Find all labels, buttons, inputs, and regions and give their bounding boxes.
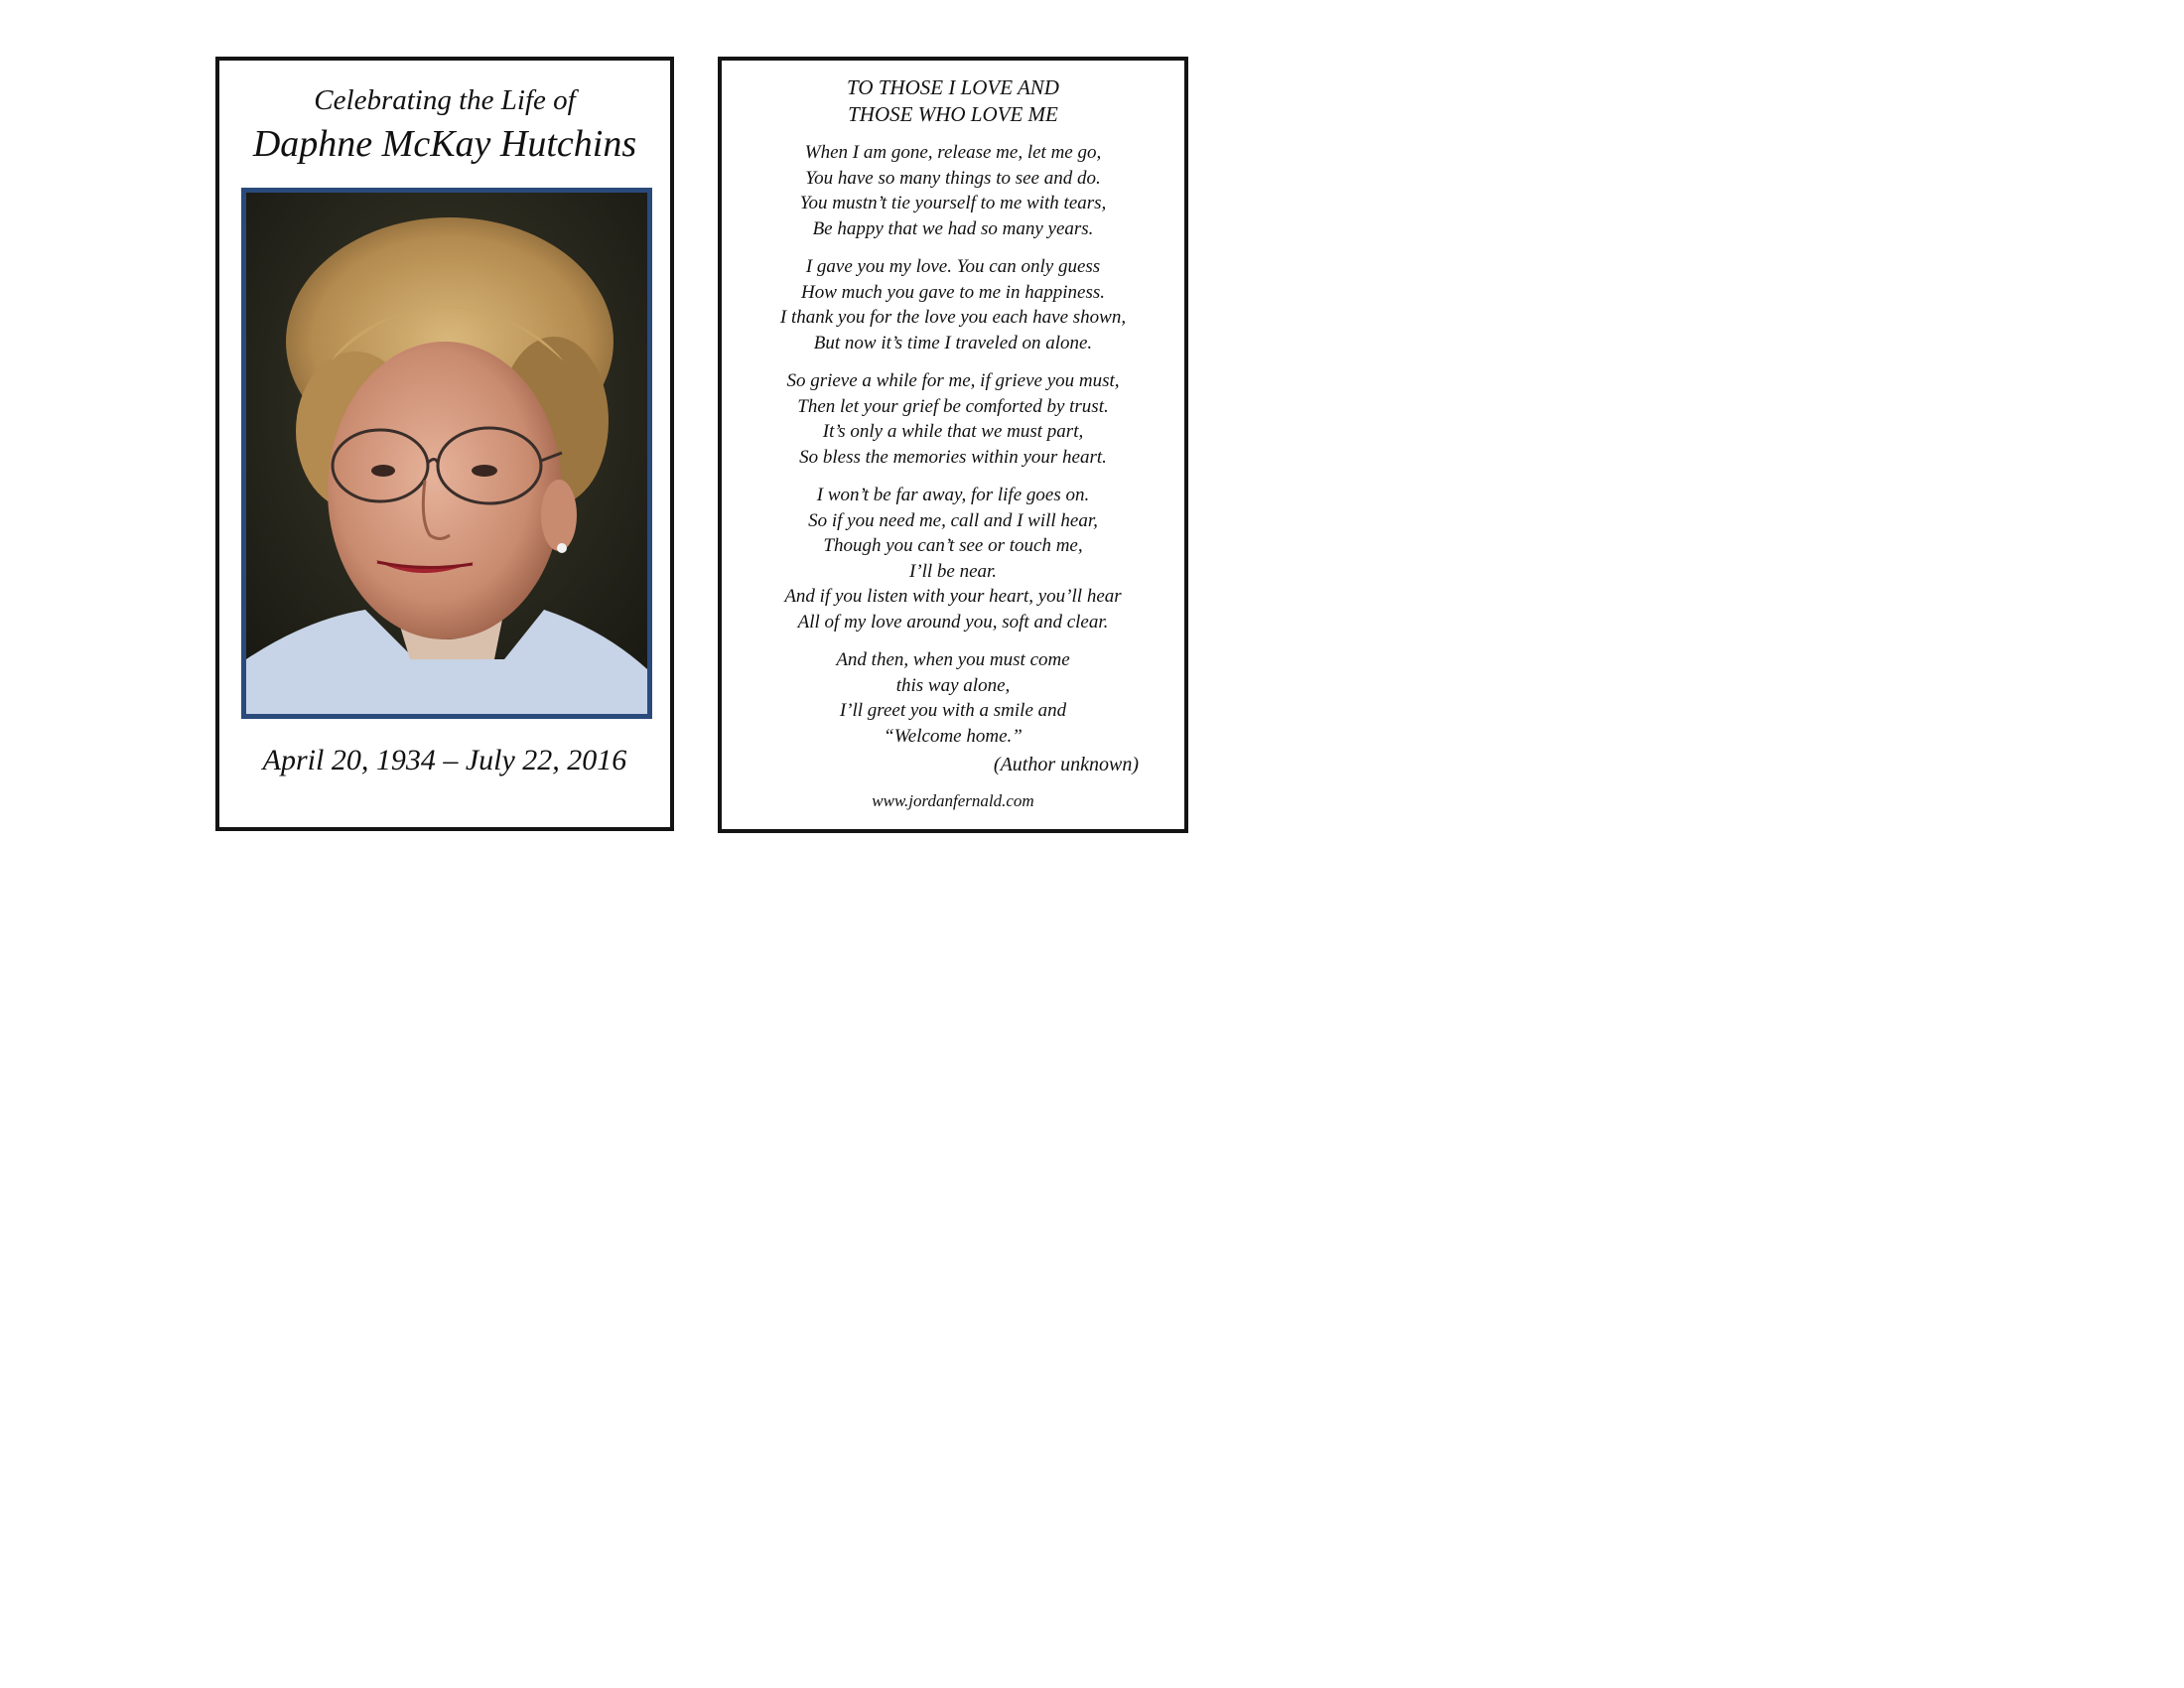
intro-text: Celebrating the Life of — [314, 84, 576, 116]
poem-line: I thank you for the love you each have shown, — [779, 307, 1127, 328]
poem-title — [722, 74, 1184, 128]
poem-line: I’ll be near. — [908, 560, 998, 582]
deceased-name: Daphne McKay Hutchins — [252, 123, 637, 165]
poem-stanza-3 — [722, 368, 1184, 470]
poem-stanza-4 — [722, 483, 1184, 634]
poem-line: I gave you my love. You can only guess — [805, 256, 1101, 277]
poem-line: I won’t be far away, for life goes on. — [816, 485, 1090, 505]
poem-line: Though you can’t see or touch me, — [823, 535, 1083, 556]
poem-line: Be happy that we had so many years. — [812, 217, 1094, 239]
poem-stanza-2 — [722, 254, 1184, 355]
poem-line: When I am gone, release me, let me go, — [804, 142, 1102, 163]
poem-line: How much you gave to me in happiness. — [800, 281, 1106, 303]
poem-line: And then, when you must come — [836, 649, 1070, 670]
poem-line: “Welcome home.” — [884, 725, 1023, 747]
poem-line: So bless the memories within your heart. — [799, 446, 1107, 468]
memorial-card-front — [215, 57, 674, 831]
poem-line: And if you listen with your heart, you’ll hear — [784, 586, 1122, 607]
life-dates: April 20, 1934 – July 22, 2016 — [262, 744, 627, 776]
poem-stanza-5 — [722, 647, 1184, 749]
poem-line: I’ll greet you with a smile and — [839, 700, 1067, 721]
poem-line: But now it’s time I traveled on alone. — [813, 332, 1093, 353]
poem-title-line: TO THOSE I LOVE AND — [847, 75, 1059, 99]
funeral-home-website: www.jordanfernald.com — [872, 791, 1034, 810]
poem-line: Then let your grief be comforted by trust. — [797, 395, 1109, 417]
poem-line: You have so many things to see and do. — [805, 167, 1101, 189]
poem-line: So grieve a while for me, if grieve you must, — [786, 370, 1120, 391]
poem-stanza-1 — [722, 140, 1184, 241]
poem-line: this way alone, — [895, 674, 1011, 696]
poem-line: So if you need me, call and I will hear, — [808, 509, 1098, 531]
poem-author: (Author unknown) — [993, 754, 1139, 775]
poem-title-line: THOSE WHO LOVE ME — [848, 102, 1058, 126]
poem-line: You mustn’t tie yourself to me with tears, — [799, 193, 1107, 213]
memorial-card-back — [718, 57, 1188, 833]
poem-line: All of my love around you, soft and clear. — [797, 611, 1109, 633]
poem-line: It’s only a while that we must part, — [822, 421, 1084, 442]
portrait-photo — [241, 188, 652, 719]
